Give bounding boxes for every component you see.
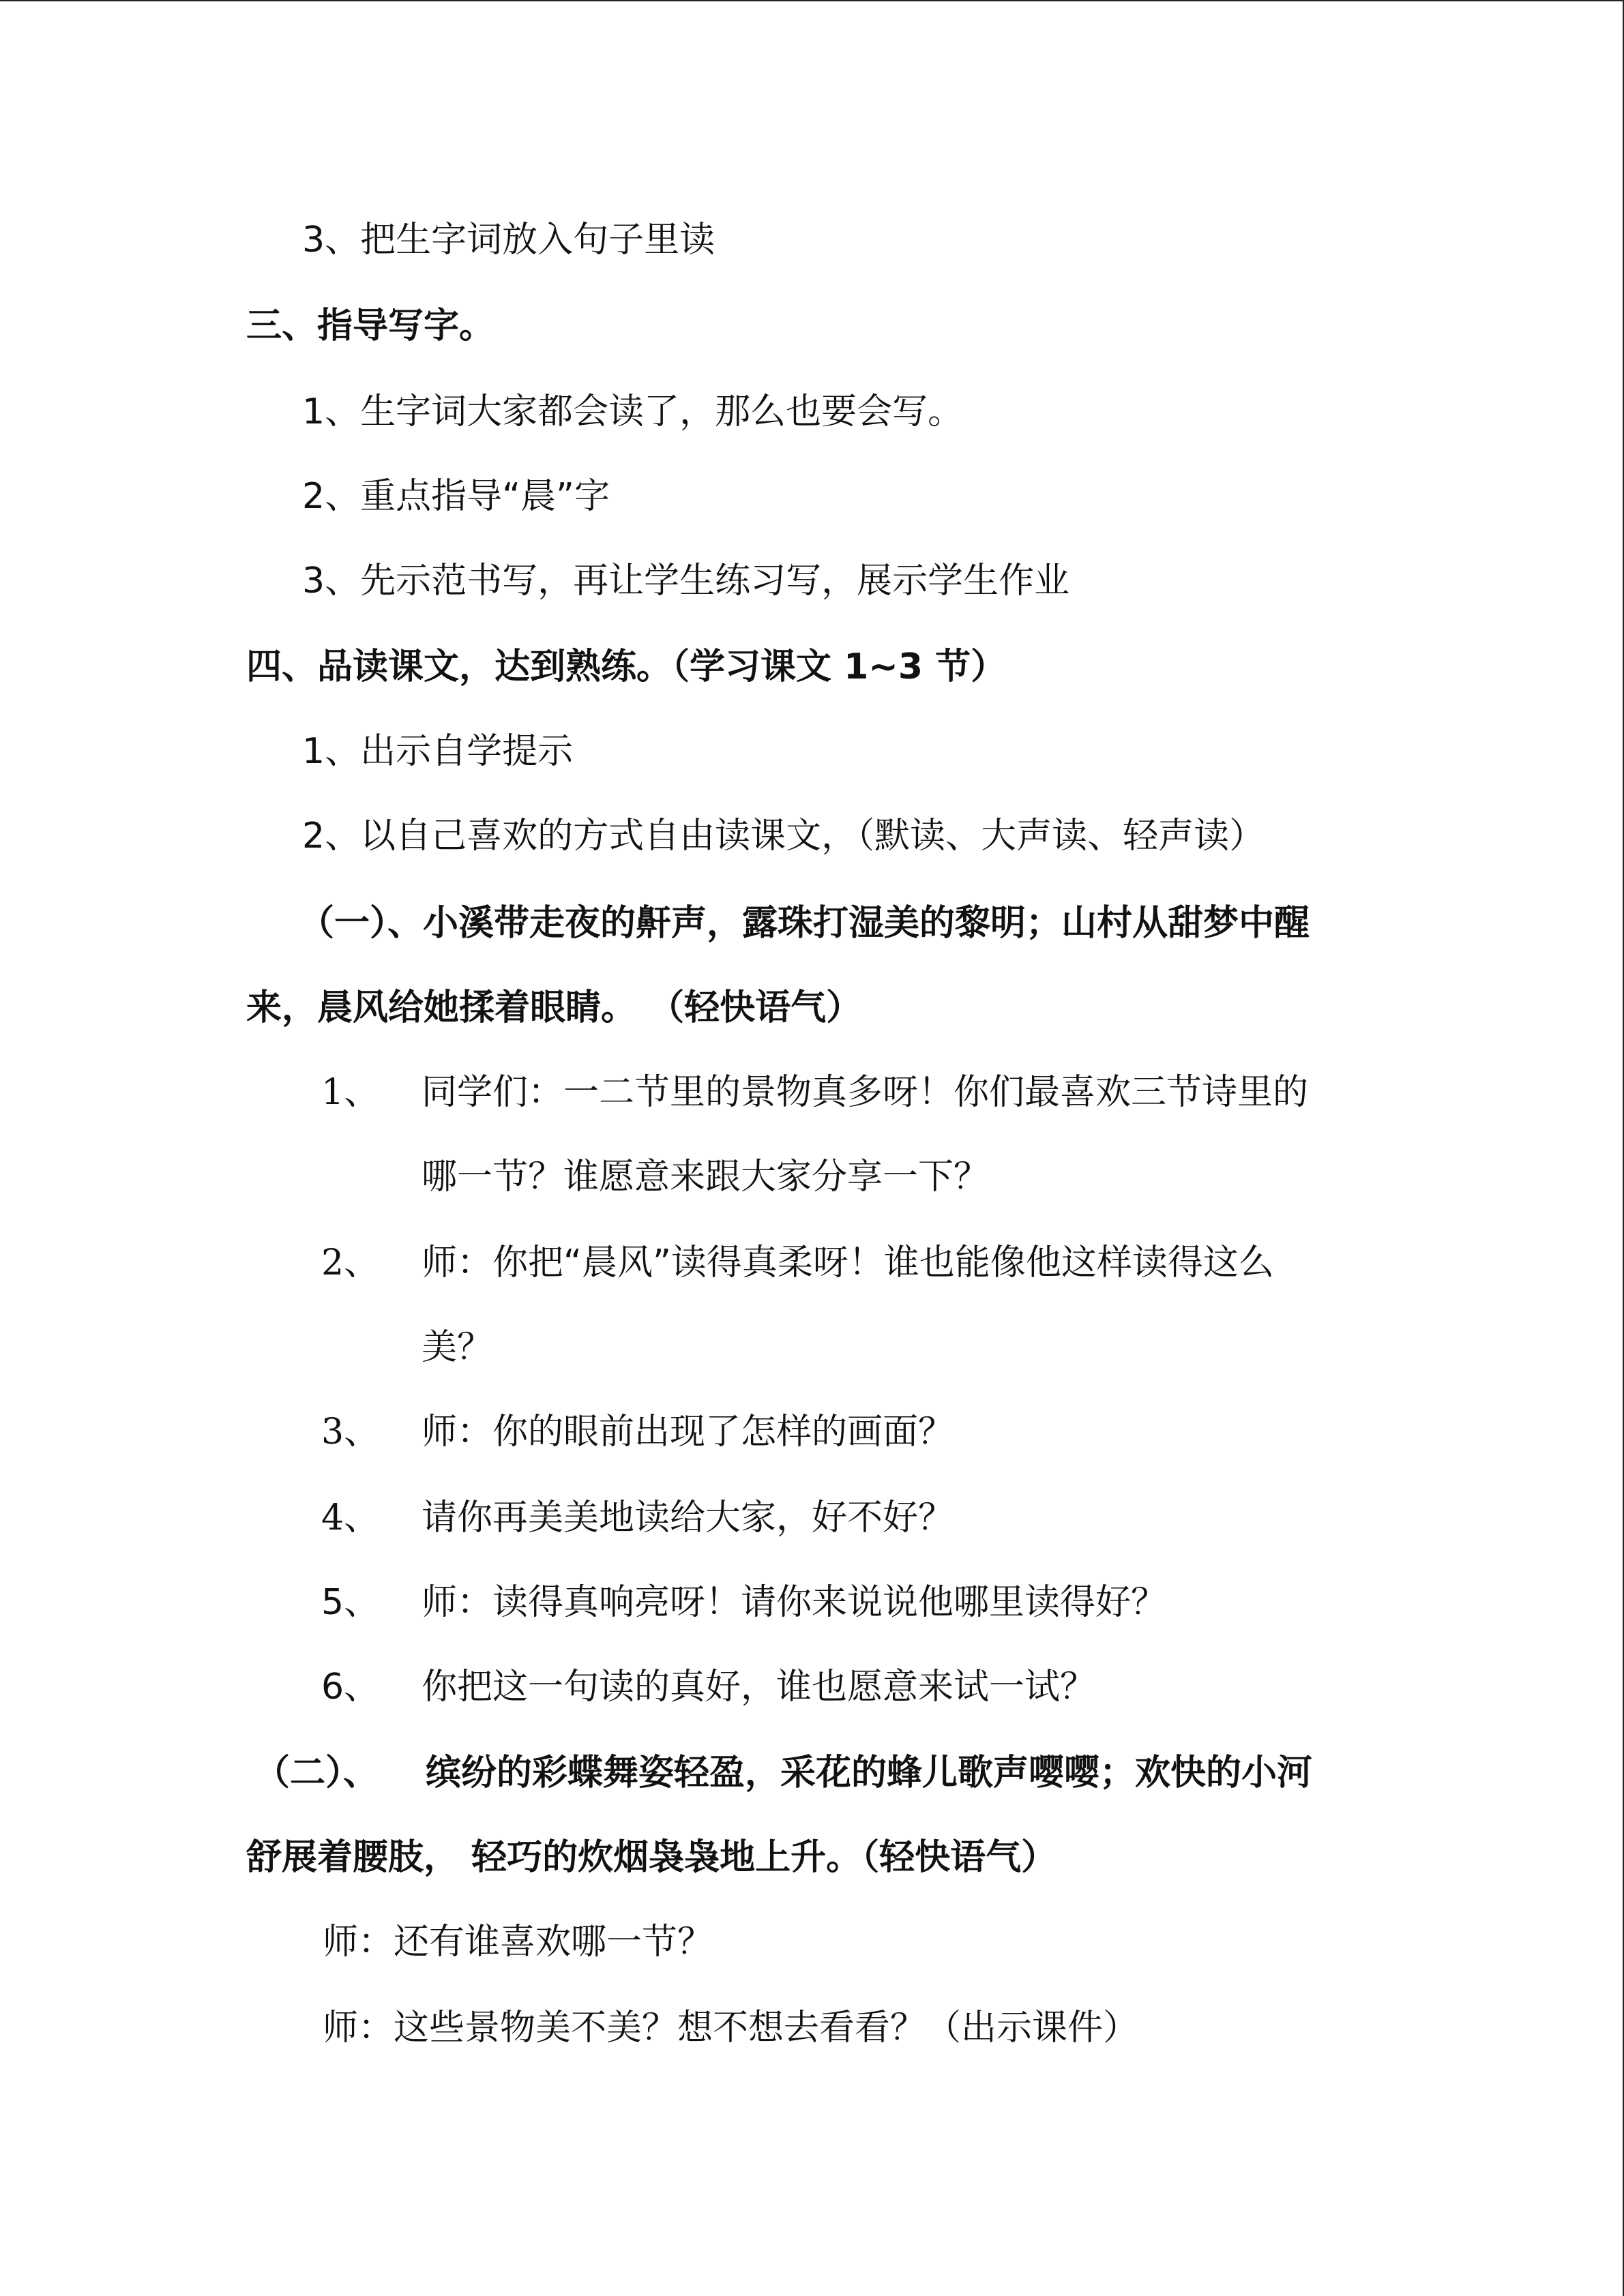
- list-number: 4、: [321, 1497, 380, 1538]
- text-line: 1、生字词大家都会读了，那么也要会写。: [302, 391, 964, 432]
- list-number: 2、: [321, 1242, 380, 1283]
- list-item-text: 师：你的眼前出现了怎样的画面？: [422, 1412, 954, 1452]
- poem-passage-line: （一）、小溪带走夜的鼾声，露珠打湿美的黎明；山村从甜梦中醒: [299, 903, 1310, 944]
- text-line: 1、出示自学提示: [302, 731, 574, 772]
- poem-passage-line: 缤纷的彩蝶舞姿轻盈，采花的蜂儿歌声嘤嘤；欢快的小河: [426, 1753, 1313, 1793]
- list-number: 1、: [321, 1072, 380, 1113]
- list-number: 6、: [321, 1667, 380, 1708]
- list-item-text: 师：你把“晨风”读得真柔呀！谁也能像他这样读得这么: [422, 1242, 1274, 1283]
- text-line: 3、先示范书写，再让学生练习写，展示学生作业: [302, 561, 1070, 601]
- section-heading: 三、指导写字。: [246, 305, 495, 346]
- list-item-text: 请你再美美地读给大家，好不好？: [422, 1497, 954, 1538]
- list-item-text: 同学们：一二节里的景物真多呀！你们最喜欢三节诗里的: [422, 1072, 1309, 1113]
- section-heading: 四、品读课文，达到熟练。（学习课文 1~3 节）: [246, 646, 1007, 687]
- text-line: 2、重点指导“晨”字: [302, 476, 610, 517]
- poem-passage-line: 来，晨风给她揉着眼睛。 （轻快语气）: [246, 987, 862, 1028]
- text-line: 师：这些景物美不美？想不想去看看？（出示课件）: [323, 2008, 1139, 2048]
- text-line: 2、以自己喜欢的方式自由读课文，（默读、大声读、轻声读）: [302, 816, 1265, 856]
- list-item-text: 哪一节？谁愿意来跟大家分享一下？: [422, 1157, 990, 1197]
- poem-passage-line: 舒展着腰肢， 轻巧的炊烟袅袅地上升。（轻快语气）: [246, 1837, 1057, 1878]
- list-number: 5、: [321, 1582, 380, 1623]
- text-line: 3、把生字词放入句子里读: [302, 220, 715, 260]
- text-line: 师：还有谁喜欢哪一节？: [323, 1922, 713, 1963]
- list-item-text: 你把这一句读的真好，谁也愿意来试一试？: [422, 1667, 1096, 1708]
- list-item-text: 美？: [422, 1327, 493, 1368]
- list-number: 3、: [321, 1412, 380, 1452]
- poem-passage-label: （二）、: [254, 1753, 379, 1793]
- list-item-text: 师：读得真响亮呀！请你来说说他哪里读得好？: [422, 1582, 1167, 1623]
